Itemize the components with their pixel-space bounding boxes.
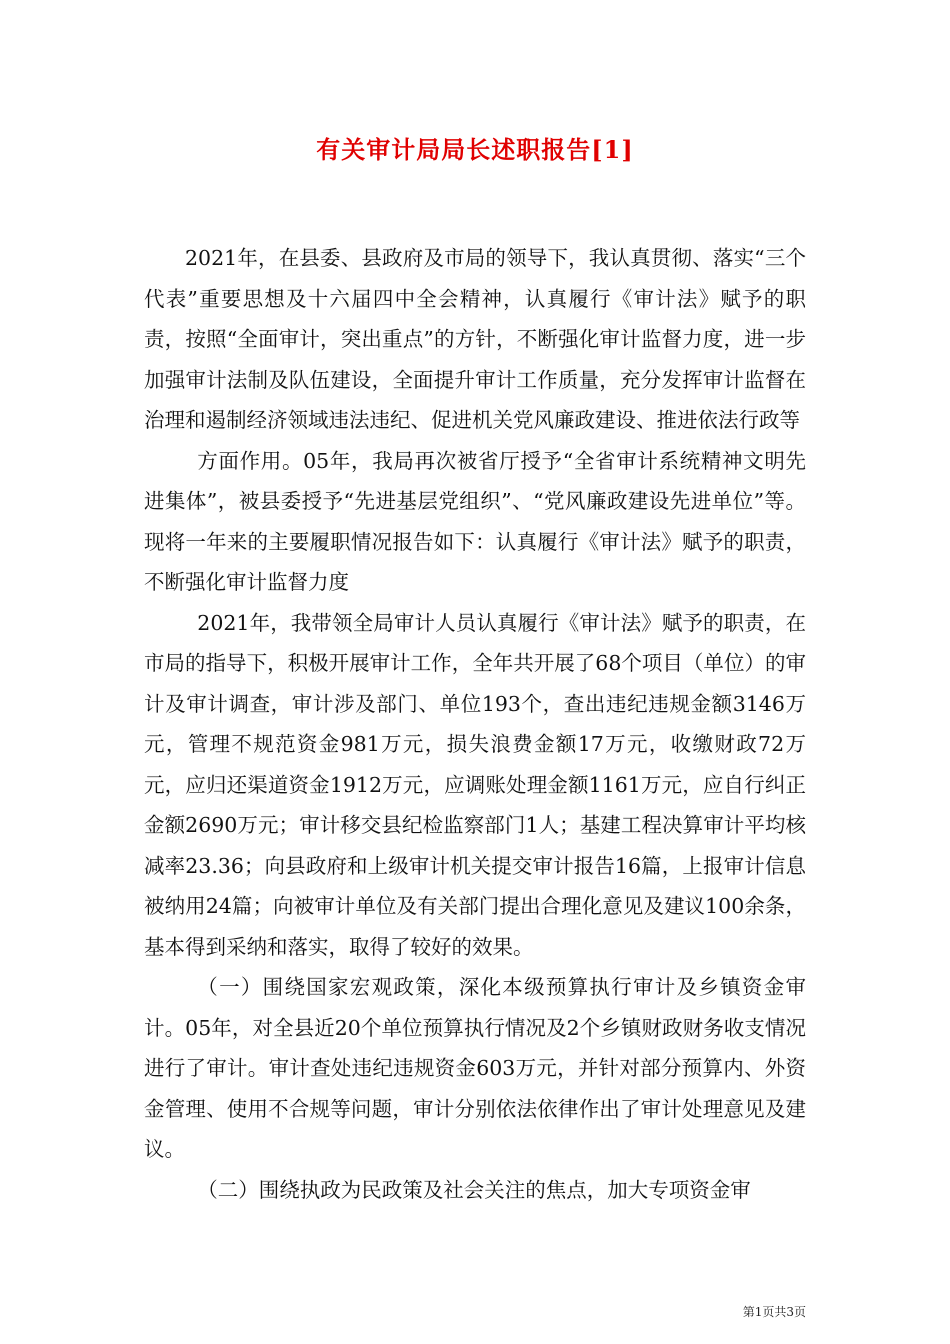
paragraph-achievements: 方面作用。05年，我局再次被省厅授予“全省审计系统精神文明先进集体”，被县委授予“先进基层党组织”、“党风廉政建设先进单位”等。现将一年来的主要履职情况报告如下：认真履行《审计法》赋予的职责，不断强化审计监督力度 (144, 448, 806, 594)
paragraph-section-two: （二）围绕执政为民政策及社会关注的焦点，加大专项资金审 (197, 1177, 751, 1202)
document-body (144, 238, 806, 1210)
page-number: 第1页共3页 (742, 1305, 806, 1319)
paragraph-intro: 2021年，在县委、县政府及市局的领导下，我认真贯彻、落实“三个代表”重要思想及十六届四中全会精神，认真履行《审计法》赋予的职责，按照“全面审计，突出重点”的方针，不断强化审计监督力度，进一步加强审计法制及队伍建设，全面提升审计工作质量，充分发挥审计监督在治理和遏制经济领域违法违纪、促进机关党风廉政建设、推进依法行政等 (144, 246, 806, 432)
document-title: 有关审计局局长述职报告[1] (316, 135, 634, 164)
paragraph-section-one: （一）围绕国家宏观政策，深化本级预算执行审计及乡镇资金审计。05年，对全县近20个单位预算执行情况及2个乡镇财政财务收支情况进行了审计。审计查处违纪违规资金603万元，并针对部分预算内、外资金管理、使用不合规等问题，审计分别依法依律作出了审计处理意见及建议。 (144, 975, 806, 1161)
paragraph-audit-results: 2021年，我带领全局审计人员认真履行《审计法》赋予的职责，在市局的指导下，积极开展审计工作，全年共开展了68个项目（单位）的审计及审计调查，审计涉及部门、单位193个，查出违纪违规金额3146万元，管理不规范资金981万元，损失浪费金额17万元，收缴财政72万元，应归还渠道资金1912万元，应调账处理金额1161万元，应自行纠正金额2690万元；审计移交县纪检监察部门1人；基建工程决算审计平均核减率23.36；向县政府和上级审计机关提交审计报告16篇，上报审计信息被纳用24篇；向被审计单位及有关部门提出合理化意见及建议100余条，基本得到采纳和落实，取得了较好的效果。 (144, 610, 806, 959)
